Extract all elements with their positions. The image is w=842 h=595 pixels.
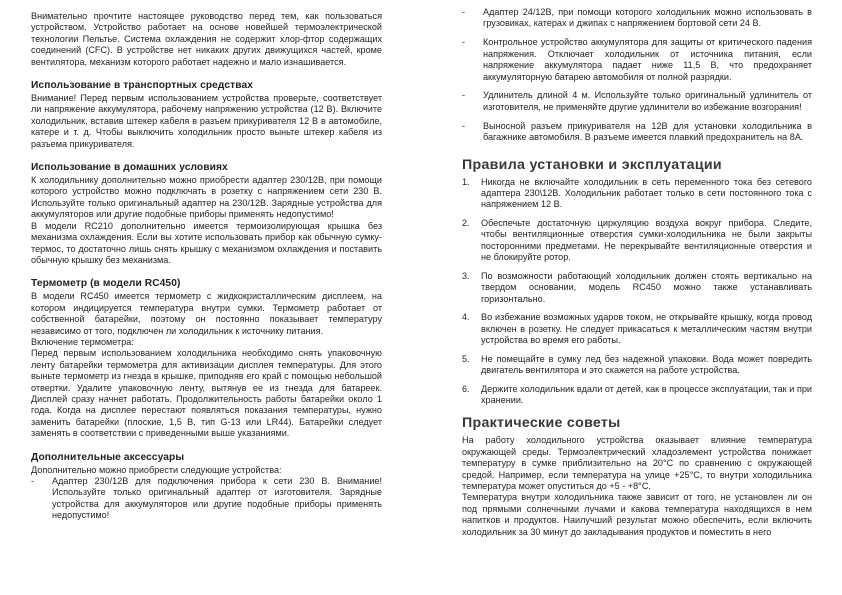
thermometer-paragraph-1: В модели RC450 имеется термометр с жидкокристаллическим дисплеем, на котором индицируется температура внутри сумки. Термометр работает от собственной батарейки, поэтому он постоянно показывает температуру независимо от того, подключен ли холодильник к источнику питания. [31, 291, 382, 336]
dash-marker: - [462, 90, 466, 101]
tips-paragraph-2: Температура внутри холодильника также зависит от того, не установлен ли он под прямыми солнечными лучами и какова температура находящихся в нем напитков и продуктов. Наилучший результат можно обеспечить, если включить холодильник за 30 минут до закладывания продуктов и поместить в него [462, 492, 812, 537]
list-item-text: Никогда не включайте холодильник в сеть переменного тока без сетевого адаптера 230\12В. Холодильник работает только в сети постоянного тока с напряжением 12 В. [481, 176, 812, 210]
item-number: 4. [462, 312, 470, 323]
rules-heading: Правила установки и эксплуатации [462, 156, 722, 173]
intro-paragraph: Внимательно прочтите настоящее руководство перед тем, как пользоваться устройством. Устройство работает на основе новейшей термоэлектрической технологии Пельтье. Система охлаждения не содержит хлор-фтор содержащих соединений (CFC). В устройстве нет никаких других движущихся частей, кроме вентилятора, механизм которого работает надежно и мало изнашивается. [31, 11, 382, 67]
dash-marker: - [31, 476, 35, 486]
thermometer-heading: Термометр (в модели RC450) [31, 278, 181, 290]
rules-list [462, 177, 812, 407]
accessories-list-left [31, 476, 382, 522]
dash-marker: - [462, 37, 466, 48]
right-column [462, 7, 812, 538]
list-item-text: Держите холодильник вдали от детей, как в процессе эксплуатации, так и при хранении. [481, 383, 812, 405]
accessories-heading: Дополнительные аксессуары [31, 451, 185, 463]
accessories-intro: Дополнительно можно приобрести следующие устройства: [31, 464, 282, 475]
item-number: 2. [462, 217, 470, 228]
list-item-text: Адаптер 24/12В, при помощи которого холодильник можно использовать в грузовиках, катерах и джипах с напряжением бортовой сети 24 В. [483, 7, 812, 29]
thermometer-paragraph-3: Перед первым использованием холодильника необходимо снять упаковочную ленту батарейки термометра для активизации дисплея температуры. Для этого выньте термометр из гнезда в крышке, приподняв его край с помощью небольшой отвертки. Удалите упаковочную ленту, вытянув ее из гнезда для батареек. Дисплей сразу начнет работать. Продолжительность работы батарейки около 1 года. Когда на дисплее перестают появляться показания температуры, нужно заменить батарейки (плоские, 1,5 В, тип G-13 или LR44). Батарейки следует заменять в соответствии с приведенными выше указаниями. [31, 348, 382, 439]
list-item-text: Обеспечьте достаточную циркуляцию воздуха вокруг прибора. Следите, чтобы вентиляционные отверстия сумки-холодильника не были закрыты посторонними предметами. Не перекрывайте вентиляционные отверстия и не блокируйте ротор. [481, 217, 812, 263]
list-item [462, 218, 812, 264]
thermometer-paragraph-2: Включение термометра: [31, 336, 134, 347]
dash-marker: - [462, 120, 466, 131]
transport-paragraph: Внимание! Перед первым использованием устройства проверьте, соответствует ли напряжение аккумулятора, рабочему напряжению устройства (12 В). Включите холодильник, вставив штекер кабеля в разъем прикуривателя 12 В в автомобиле, катере и т. д. Чтобы выключить холодильник просто выньте штекер кабеля из разъема прикуривателя. [31, 93, 382, 149]
list-item [462, 37, 812, 83]
item-number: 5. [462, 353, 470, 364]
list-item [462, 312, 812, 346]
accessories-list-right [462, 7, 812, 144]
transport-heading: Использование в транспортных средствах [31, 80, 253, 92]
list-item [462, 177, 812, 211]
list-item-text: Во избежание возможных ударов током, не открывайте крышку, когда провод включен в розетку. Не следует прикасаться к металлическим частям внутри устройства во время его работы. [481, 312, 812, 345]
list-item-text: Адаптер 230/12В для подключения прибора к сети 230 В. Внимание! Используйте только оригинальный адаптер от изготовителя. Зарядные устройства для аккумуляторов или другие подобные приборы применять недопустимо! [52, 476, 382, 521]
list-item-text: Не помещайте в сумку лед без надежной упаковки. Вода может повредить двигатель вентилятора и это скажется на работе устройства. [481, 353, 812, 375]
home-paragraph-1: К холодильнику дополнительно можно приобрести адаптер 230/12В, при помощи которого устройство можно подключать в розетку с напряжением сети 230 В. Используйте только оригинальный адаптер на 230/12В. Зарядные устройства для аккумуляторов или другие подобные приборы применять недопустимо! [31, 175, 382, 220]
list-item [31, 476, 382, 522]
dash-marker: - [462, 7, 466, 17]
list-item [462, 90, 812, 113]
list-item-text: По возможности работающий холодильник должен стоять вертикально на твердом основании, модель RC450 можно также устанавливать горизонтально. [481, 270, 812, 304]
item-number: 1. [462, 176, 470, 187]
list-item-text: Выносной разъем прикуривателя на 12В для установки холодильника в багажнике автомобиля. В разъеме имеется плавкий предохранитель на 8А. [483, 120, 812, 143]
tips-heading: Практические советы [462, 415, 621, 432]
list-item [462, 354, 812, 377]
item-number: 3. [462, 270, 470, 281]
list-item [462, 271, 812, 305]
home-paragraph-2: В модели RC210 дополнительно имеется термоизолирующая крышка без механизма охлаждения. Если вы хотите использовать прибор как обычную сумку-термос, то достаточно лишь снять крышку с механизмом охлаждения и поставить обычную крышку без механизма. [31, 220, 382, 265]
list-item-text: Контрольное устройство аккумулятора для защиты от критического падения напряжения. Отключает холодильник от источника питания, если напряжение аккумулятора падает ниже 11,5 В, что предохраняет аккумуляторную батарею автомобиля от полной разрядки. [483, 37, 812, 82]
tips-paragraph-1: На работу холодильного устройства оказывает влияние температура окружающей среды. Термоэлектрический хладоэлемент устройства понижает температуру в сумке приблизительно на 20°С по сравнению с окружающей средой. Например, если температура на улице +25°С, то внутри холодильника температура может опуститься до +5 - +8°С. [462, 435, 812, 492]
home-heading: Использование в домашних условиях [31, 162, 228, 174]
list-item-text: Удлинитель длиной 4 м. Используйте только оригинальный удлинитель от изготовителя, не применяйте другие удлинители во избежание возгорания! [483, 90, 812, 112]
list-item [462, 7, 812, 30]
list-item [462, 384, 812, 407]
list-item [462, 121, 812, 144]
left-column [31, 11, 382, 529]
item-number: 6. [462, 383, 470, 394]
